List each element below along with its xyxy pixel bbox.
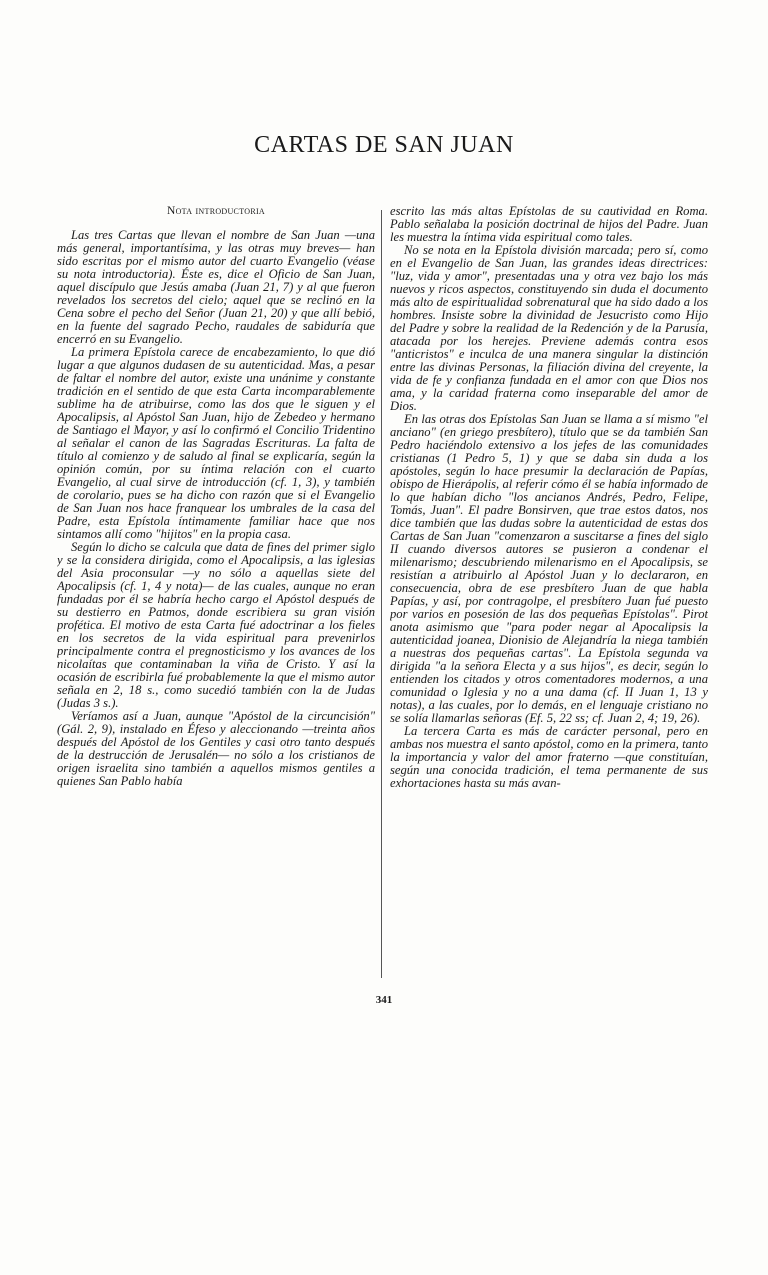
page-number: 341 [375, 994, 393, 1006]
paragraph: La tercera Carta es más de carácter personal, pero en ambas nos muestra el santo apóstol, como en la primera, tanto la importancia y valor del amor fraterno —que constituían, según una conocida tradición, el tema permanente de sus exhortaciones hasta su más avan- [390, 724, 708, 790]
section-heading: Nota introductoria [166, 205, 265, 217]
right-column [390, 205, 708, 1275]
paragraph: En las otras dos Epístolas San Juan se llama a sí mismo "el anciano" (en griego presbítero), título que se da también San Pedro haciéndolo extensivo a los jefes de las comunidades cristianas (1 Pedro 5, 1) y que se daba sin duda a los apóstoles, según lo hace presumir la declaración de Papías, obispo de Hierápolis, al referir cómo él se había informado de lo que habían dicho "los ancianos Andrés, Pedro, Felipe, Tomás, Juan". El padre Bonsirven, que trae estos datos, nos dice también que las dudas sobre la autenticidad de estas dos Cartas de San Juan "comenzaron a suscitarse a fines del siglo II cuando diversos autores se pusieron a condenar el milenarismo; descubriendo milenarismo en el Apocalipsis, se resistían a atribuirlo al Apóstol Juan y lo declararon, en consecuencia, obra de ese presbítero Juan de que habla Papías, y así, por contragolpe, el presbítero Juan fué puesto por varios en posesión de las dos pequeñas Epístolas". Pirot anota asimismo que "para poder negar al Apocalipsis la autenticidad joanea, Dionisio de Alejandría la niega también a nuestras dos pequeñas cartas". La Epístola segunda va dirigida "a la señora Electa y a sus hijos", es decir, según lo entienden los citados y otros comentadores modernos, a una comunidad o Iglesia y no a una dama (cf. II Juan 1, 13 y notas), a las cuales, por lo demás, en el lenguaje cristiano no se solía llamarlas señoras (Ef. 5, 22 ss; cf. Juan 2, 4; 19, 26). [390, 412, 708, 725]
paragraph: Las tres Cartas que llevan el nombre de San Juan —una más general, importantísima, y las otras muy breves— han sido escritas por el mismo autor del cuarto Evangelio (véase su nota introductoria). Éste es, dice el Oficio de San Juan, aquel discípulo que Jesús amaba (Juan 21, 7) y al que fueron revelados los secretos del cielo; aquel que se reclinó en la Cena sobre el pecho del Señor (Juan 21, 20) y que allí bebió, en la fuente del sagrado Pecho, raudales de sabiduría que encerró en su Evangelio. [57, 228, 375, 346]
paragraph: La primera Epístola carece de encabezamiento, lo que dió lugar a que algunos dudasen de su autenticidad. Mas, a pesar de faltar el nombre del autor, existe una unánime y constante tradición en el sentido de que esta Carta incomparablemente sublime ha de atribuirse, como las dos que le siguen y el Apocalipsis, al Apóstol San Juan, hijo de Zebedeo y hermano de Santiago el Mayor, y así lo confirmó el Concilio Tridentino al señalar el canon de las Sagradas Escrituras. La falta de título al comienzo y de saludo al final se explicaría, según la opinión común, por su íntima relación con el cuarto Evangelio, al cual sirve de introducción (cf. 1, 3), y también de corolario, pues se ha dicho con razón que si el Evangelio de San Juan nos hace franquear los umbrales de la casa del Padre, esta Epístola íntimamente familiar hace que nos sintamos allí como "hijitos" en la propia casa. [57, 345, 375, 541]
column-divider [381, 210, 382, 978]
paragraph: No se nota en la Epístola división marcada; pero sí, como en el Evangelio de San Juan, las grandes ideas directrices: "luz, vida y amor", presentadas una y otra vez bajo los más nuevos y ricos aspectos, constituyendo sin duda el documento más alto de espiritualidad sobrenatural que ha sido dado a los hombres. Insiste sobre la divinidad de Jesucristo como Hijo del Padre y sobre la realidad de la Redención y de la Parusía, atacada por los herejes. Previene además contra esos "anticristos" e inculca de una manera singular la distinción entre las divinas Personas, la filiación divina del creyente, la vida de fe y confianza fundada en el amor con que Dios nos ama, y la caridad fraterna como inseparable del amor de Dios. [390, 243, 708, 413]
left-column [57, 205, 375, 1275]
page-title: CARTAS DE SAN JUAN [254, 132, 514, 158]
paragraph: escrito las más altas Epístolas de su cautividad en Roma. Pablo señalaba la posición doctrinal de hijos del Padre. Juan les muestra la íntima vida espiritual como tales. [390, 205, 708, 244]
paragraph: Según lo dicho se calcula que data de fines del primer siglo y se la considera dirigida, como el Apocalipsis, a las iglesias del Asia proconsular —y no sólo a aquellas siete del Apocalipsis (cf. 1, 4 y nota)— de las cuales, aunque no eran fundadas por él se habría hecho cargo el Apóstol después de su destierro en Patmos, donde escribiera su gran visión profética. El motivo de esta Carta fué adoctrinar a los fieles en los secretos de la vida espiritual para prevenirlos principalmente contra el pregnosticismo y los avances de los nicolaítas que contaminaban la viña de Cristo. Y así la ocasión de escribirla fué probablemente la que el mismo autor señala en 2, 18 s., como sucedió también con la de Judas (Judas 3 s.). [57, 540, 375, 710]
paragraph: Veríamos así a Juan, aunque "Apóstol de la circuncisión" (Gál. 2, 9), instalado en Éfeso y aleccionando —treinta años después del Apóstol de los Gentiles y casi otro tanto después de la destrucción de Jerusalén— no sólo a los cristianos de origen israelita sino también a aquellos mismos gentiles a quienes San Pablo había [57, 709, 375, 788]
